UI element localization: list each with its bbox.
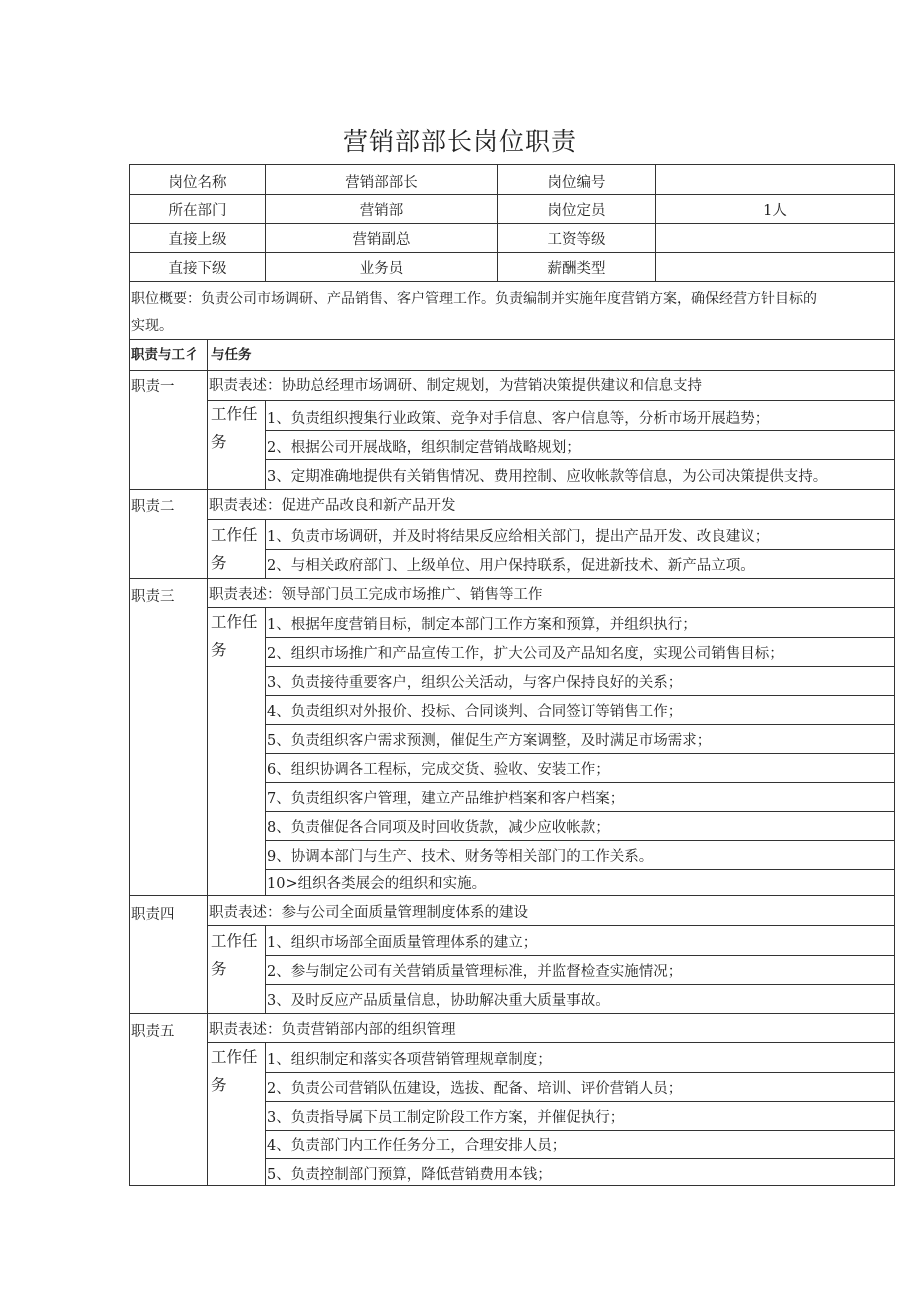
duty-3-task-label-1: 工作任 bbox=[211, 613, 258, 631]
superior-value: 营销副总 bbox=[352, 232, 411, 248]
duty-2-name: 职责二 bbox=[131, 499, 175, 515]
salary-grade-label: 工资等级 bbox=[547, 232, 606, 248]
duty-3-task-1: 1、根据年度营销目标，制定本部门工作方案和预算，并组织执行； bbox=[267, 617, 697, 633]
subordinate-value: 业务员 bbox=[359, 261, 404, 277]
duty-4-task-3: 3、及时反应产品质量信息，协助解决重大质量事故。 bbox=[267, 993, 610, 1009]
position-name-label: 岗位名称 bbox=[168, 175, 227, 191]
duty-5-task-3: 3、负责指导属下员工制定阶段工作方案，并催促执行； bbox=[267, 1110, 625, 1126]
subordinate-label: 直接下级 bbox=[168, 261, 227, 277]
duty-4-name: 职责四 bbox=[131, 907, 175, 923]
duty-5-task-2: 2、负责公司营销队伍建设，选拔、配备、培训、评价营销人员； bbox=[267, 1081, 683, 1097]
duty-1-desc: 职责表述：协助总经理市场调研、制定规划，为营销决策提供建议和信息支持 bbox=[209, 378, 702, 394]
duty-2-task-2: 2、与相关政府部门、上级单位、用户保持联系，促进新技术、新产品立项。 bbox=[267, 558, 755, 574]
duty-3-task-4: 4、负责组织对外报价、投标、合同谈判、合同签订等销售工作； bbox=[267, 704, 683, 720]
duty-5-task-label-1: 工作任 bbox=[211, 1048, 258, 1066]
duty-3-task-5: 5、负责组织客户需求预测，催促生产方案调整，及时满足市场需求； bbox=[267, 733, 712, 749]
duty-4-task-label-1: 工作任 bbox=[211, 932, 258, 950]
section-header-right: 与任务 bbox=[211, 347, 252, 363]
position-name-value: 营销部部长 bbox=[345, 175, 418, 191]
page-title: 营销部部长岗位职责 bbox=[342, 127, 577, 156]
position-summary-line-1: 职位概要：负责公司市场调研、产品销售、客户管理工作。负责编制并实施年度营销方案，确保经营方针目标的 bbox=[131, 291, 817, 307]
duty-4-desc: 职责表述：参与公司全面质量管理制度体系的建设 bbox=[209, 905, 528, 921]
section-header-left: 职责与工彳 bbox=[131, 347, 199, 363]
duty-2-task-1: 1、负责市场调研，并及时将结果反应给相关部门，提出产品开发、改良建议； bbox=[267, 529, 770, 545]
duty-3-desc: 职责表述：领导部门员工完成市场推广、销售等工作 bbox=[209, 587, 543, 603]
duty-5-name: 职责五 bbox=[131, 1024, 175, 1040]
department-value: 营销部 bbox=[359, 203, 404, 219]
duty-2-task-label-1: 工作任 bbox=[211, 526, 258, 544]
position-summary-line-2: 实现。 bbox=[131, 318, 173, 334]
duty-3-task-6: 6、组织协调各工程标，完成交货、验收、安装工作； bbox=[267, 762, 610, 778]
duty-3-task-8: 8、负责催促各合同项及时回收货款，减少应收帐款； bbox=[267, 820, 610, 836]
quota-label: 岗位定员 bbox=[547, 203, 606, 219]
duty-3-task-9: 9、协调本部门与生产、技术、财务等相关部门的工作关系。 bbox=[267, 849, 654, 865]
duty-2-desc: 职责表述：促进产品改良和新产品开发 bbox=[209, 498, 456, 514]
duty-3-name: 职责三 bbox=[131, 589, 175, 605]
superior-label: 直接上级 bbox=[168, 232, 227, 248]
duty-1-task-label-2: 务 bbox=[211, 433, 227, 451]
duty-5-task-label-2: 务 bbox=[211, 1076, 227, 1094]
duty-1-task-1: 1、负责组织搜集行业政策、竞争对手信息、客户信息等，分析市场开展趋势； bbox=[267, 411, 770, 427]
duty-3-task-7: 7、负责组织客户管理，建立产品维护档案和客户档案； bbox=[267, 791, 625, 807]
pay-type-label: 薪酬类型 bbox=[547, 261, 606, 277]
duty-1-task-label-1: 工作任 bbox=[211, 405, 258, 423]
duty-3-task-3: 3、负责接待重要客户，组织公关活动，与客户保持良好的关系； bbox=[267, 675, 683, 691]
position-code-label: 岗位编号 bbox=[547, 175, 606, 191]
duty-3-task-2: 2、组织市场推广和产品宣传工作，扩大公司及产品知名度，实现公司销售目标； bbox=[267, 646, 784, 662]
duty-3-task-label-2: 务 bbox=[211, 641, 227, 659]
duty-3-task-10: 10>组织各类展会的组织和实施。 bbox=[267, 876, 487, 892]
duty-5-desc: 职责表述：负责营销部内部的组织管理 bbox=[209, 1022, 456, 1038]
duty-5-task-4: 4、负责部门内工作任务分工，合理安排人员； bbox=[267, 1138, 567, 1154]
duty-1-task-3: 3、定期准确地提供有关销售情况、费用控制、应收帐款等信息，为公司决策提供支持。 bbox=[267, 469, 828, 485]
quota-value: 1人 bbox=[763, 203, 787, 219]
duty-4-task-2: 2、参与制定公司有关营销质量管理标准，并监督检查实施情况； bbox=[267, 964, 683, 980]
duty-5-task-5: 5、负责控制部门预算，降低营销费用本钱； bbox=[267, 1167, 552, 1183]
duty-4-task-1: 1、组织市场部全面质量管理体系的建立； bbox=[267, 935, 538, 951]
duty-2-task-label-2: 务 bbox=[211, 554, 227, 572]
duty-1-name: 职责一 bbox=[131, 379, 175, 395]
duty-4-task-label-2: 务 bbox=[211, 960, 227, 978]
duty-5-task-1: 1、组织制定和落实各项营销管理规章制度； bbox=[267, 1052, 552, 1068]
duty-1-task-2: 2、根据公司开展战略，组织制定营销战略规划； bbox=[267, 440, 581, 456]
department-label: 所在部门 bbox=[168, 203, 227, 219]
